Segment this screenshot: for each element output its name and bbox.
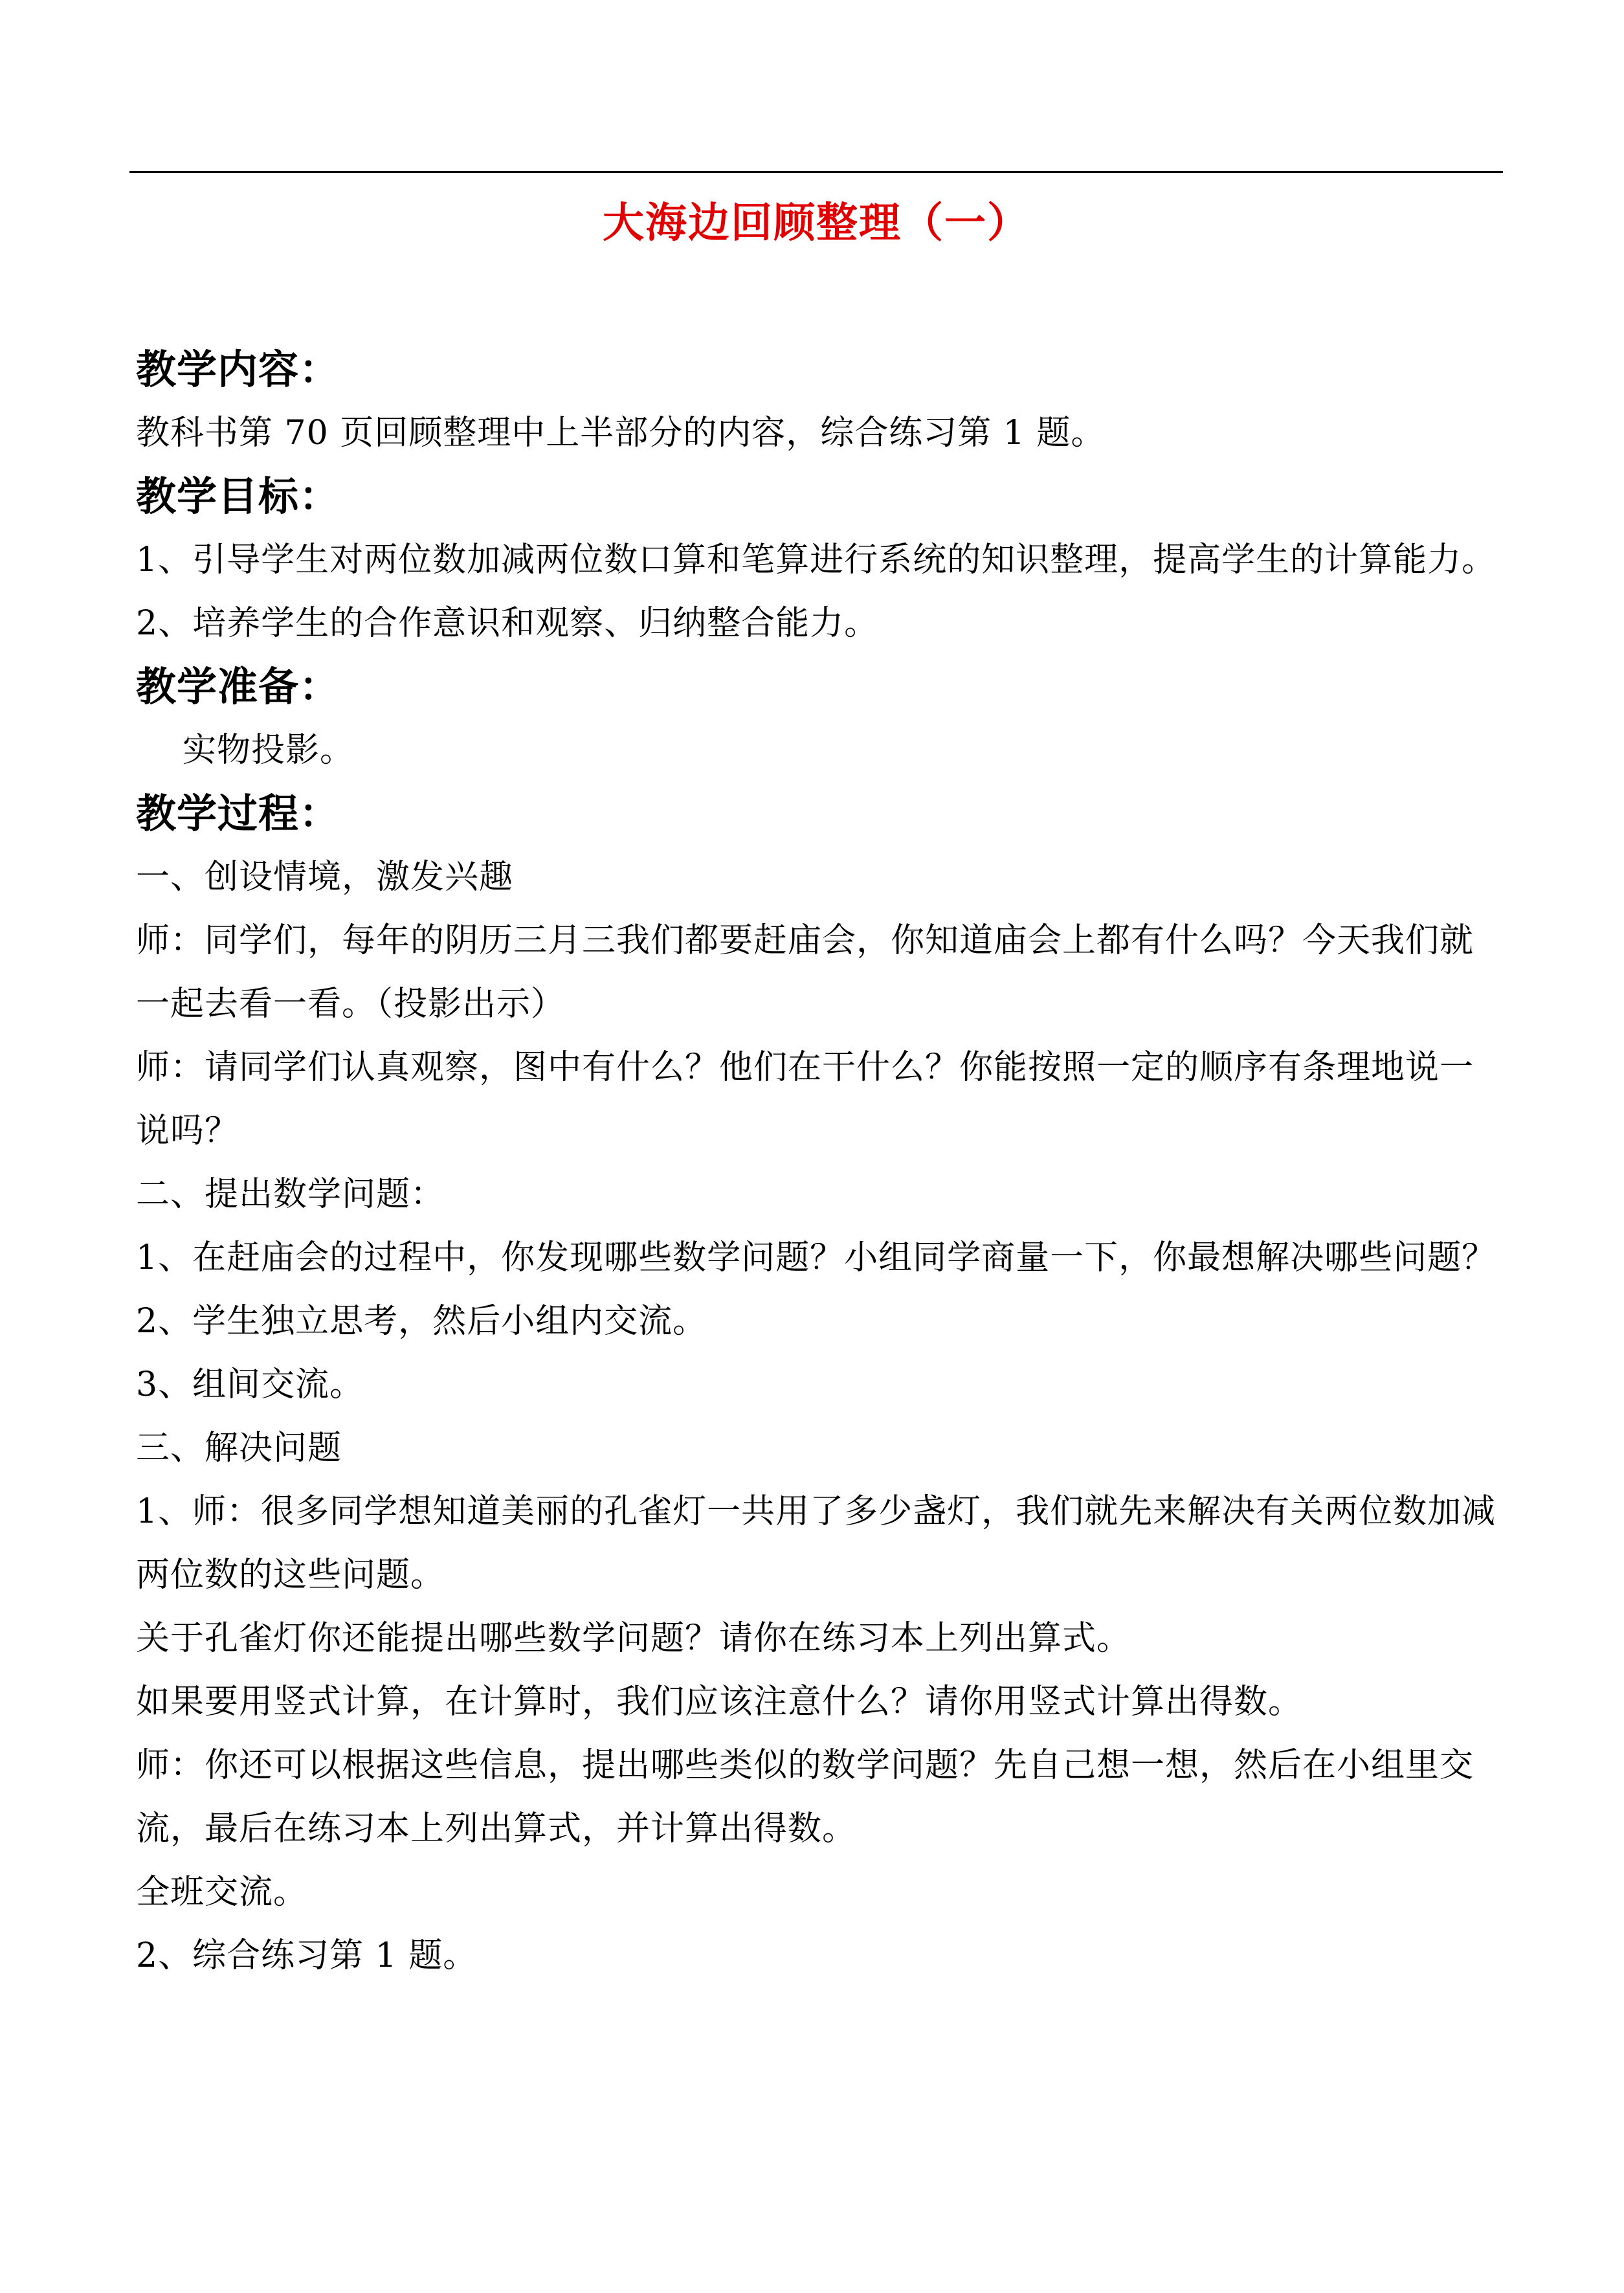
paragraph: 全班交流。 bbox=[136, 1873, 308, 1912]
header-rule bbox=[129, 171, 1503, 173]
paragraph: 教科书第 70 页回顾整理中上半部分的内容，综合练习第 1 题。 bbox=[136, 414, 1106, 453]
paragraph: 2、培养学生的合作意识和观察、归纳整合能力。 bbox=[136, 604, 879, 643]
paragraph: 三、解决问题 bbox=[136, 1429, 342, 1468]
paragraph: 师：请同学们认真观察，图中有什么？他们在干什么？你能按照一定的顺序有条理地说一说吗？ bbox=[136, 1048, 1474, 1150]
document-body bbox=[136, 338, 1503, 1987]
paragraph: 3、组间交流。 bbox=[136, 1365, 364, 1404]
paragraph: 关于孔雀灯你还能提出哪些数学问题？请你在练习本上列出算式。 bbox=[136, 1619, 1131, 1658]
paragraph: 2、综合练习第 1 题。 bbox=[136, 1936, 478, 1975]
paragraph: 1、引导学生对两位数加减两位数口算和笔算进行系统的知识整理，提高学生的计算能力。 bbox=[136, 541, 1496, 579]
section-heading-objectives: 教学目标： bbox=[136, 473, 340, 520]
paragraph: 1、在赶庙会的过程中，你发现哪些数学问题？小组同学商量一下，你最想解决哪些问题？ bbox=[136, 1238, 1496, 1277]
document-title: 大海边回顾整理（一） bbox=[603, 199, 1030, 247]
section-heading-preparation: 教学准备： bbox=[136, 663, 340, 710]
paragraph: 师：同学们，每年的阴历三月三我们都要赶庙会，你知道庙会上都有什么吗？今天我们就一起去看一看。（投影出示） bbox=[136, 921, 1474, 1023]
section-heading-process: 教学过程： bbox=[136, 790, 340, 837]
paragraph: 二、提出数学问题： bbox=[136, 1175, 445, 1214]
section-heading-content: 教学内容： bbox=[136, 346, 340, 393]
paragraph: 1、师：很多同学想知道美丽的孔雀灯一共用了多少盏灯，我们就先来解决有关两位数加减两位数的这些问题。 bbox=[136, 1492, 1496, 1594]
paragraph: 实物投影。 bbox=[183, 731, 355, 770]
paragraph: 2、学生独立思考，然后小组内交流。 bbox=[136, 1302, 707, 1341]
paragraph: 如果要用竖式计算，在计算时，我们应该注意什么？请你用竖式计算出得数。 bbox=[136, 1683, 1303, 1721]
paragraph: 一、创设情境，激发兴趣 bbox=[136, 858, 514, 897]
paragraph: 师：你还可以根据这些信息，提出哪些类似的数学问题？先自己想一想，然后在小组里交流，最后在练习本上列出算式，并计算出得数。 bbox=[136, 1746, 1474, 1848]
